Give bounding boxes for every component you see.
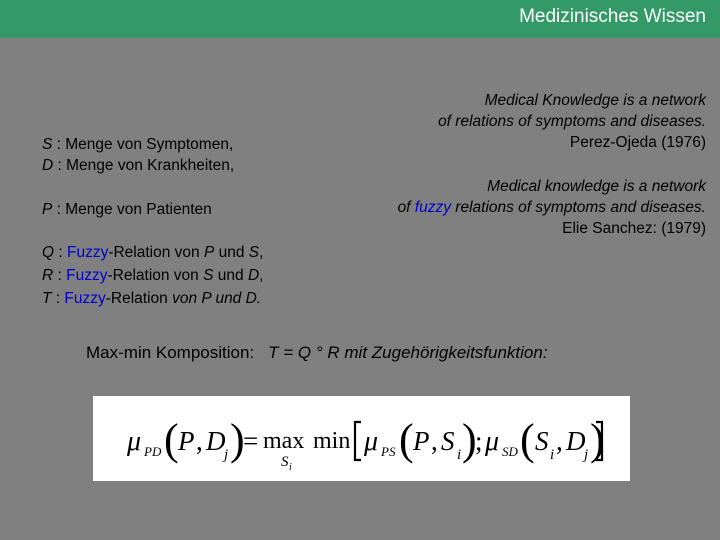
relation-end: , [259,244,264,261]
fuzzy-word: fuzzy [414,199,451,216]
comma: , [431,426,438,456]
definition-s-text: : Menge von Symptomen, [52,136,234,153]
max-operator: max [263,428,305,454]
quote-text: relations of symptoms and diseases. [450,199,706,216]
membership-formula [93,396,630,481]
relation-arg-a: S [203,267,214,284]
subscript-pd: PD [144,444,162,459]
min-operator: min [313,428,351,454]
relation-r [42,264,263,287]
equals-sign: = [243,426,259,456]
relation-arg-a: von P und D. [172,290,262,307]
quote-author: Elie Sanchez: (1979) [562,220,706,237]
symbol-q: Q [42,244,55,261]
var-d: D [206,426,226,456]
symbol-s: S [42,136,53,153]
mu-symbol: μ [127,426,142,457]
var-s: S [535,426,549,456]
subscript-j: j [224,447,229,463]
quote-line: of relations of symptoms and diseases. [438,113,706,130]
paren-open: ( [520,415,535,464]
comma: , [556,426,563,456]
relation-text: -Relation von [107,267,204,284]
quote-line: Medical knowledge is a network [487,178,706,195]
definition-p-text: : Menge von Patienten [52,201,212,218]
symbol-d: D [42,157,54,174]
composition-label: Max-min Komposition: [86,343,255,362]
paren-close: ) [230,415,245,464]
subscript-i: i [457,447,462,463]
fuzzy-word: Fuzzy [64,290,106,307]
quote-author: Perez-Ojeda (1976) [569,134,706,151]
mu-symbol: μ [485,426,500,457]
symbol-t: T [42,290,52,307]
formula-box [93,396,630,481]
quote-line: Medical Knowledge is a network [484,92,706,109]
separator: : [53,267,67,284]
header-bar [0,0,720,38]
subscript-ps: PS [381,444,396,459]
max-subscript-i: i [289,462,292,473]
mu-symbol: μ [364,426,379,457]
definition-p [42,199,212,220]
max-subscript-s: S [281,454,289,470]
relation-arg-b: D [247,267,260,284]
separator: : [51,290,65,307]
paren-close: ) [590,415,605,464]
quote-line [398,197,706,218]
symbol-p: P [42,201,53,218]
quote-perez-ojeda [438,90,706,153]
page-title: Medizinisches Wissen [519,6,706,27]
symbol-r: R [42,267,54,284]
subscript-i: i [550,447,555,463]
fuzzy-word: Fuzzy [66,244,109,261]
definition-s [42,134,234,155]
subscript-j: j [584,447,589,463]
paren-open: ( [164,415,179,464]
definition-d-text: : Menge von Krankheiten, [53,157,235,174]
subscript-sd: SD [502,444,518,459]
var-s: S [441,426,455,456]
relation-q [42,241,263,264]
fuzzy-word: Fuzzy [66,267,108,284]
definition-d [42,155,234,176]
relation-definitions [42,241,263,310]
semicolon: ; [475,426,483,456]
comma: , [196,426,203,456]
separator: : [54,244,67,261]
var-p: P [178,426,195,456]
composition-formula: T = Q ° R mit Zugehörigkeitsfunktion: [268,343,548,362]
paren-close: ) [462,415,477,464]
quote-sanchez [398,176,706,239]
bracket-open [355,422,361,460]
relation-arg-a: P [203,244,215,261]
relation-und: und [213,267,248,284]
relation-t [42,287,263,310]
var-p: P [413,426,430,456]
composition-line [86,342,548,363]
paren-open: ( [399,415,414,464]
relation-arg-b: S [248,244,260,261]
relation-und: und [214,244,249,261]
relation-text: -Relation [105,290,173,307]
quote-text: of [397,199,415,216]
relation-end: , [259,267,264,284]
set-definitions [42,134,234,176]
var-d: D [566,426,586,456]
relation-text: -Relation von [108,244,204,261]
